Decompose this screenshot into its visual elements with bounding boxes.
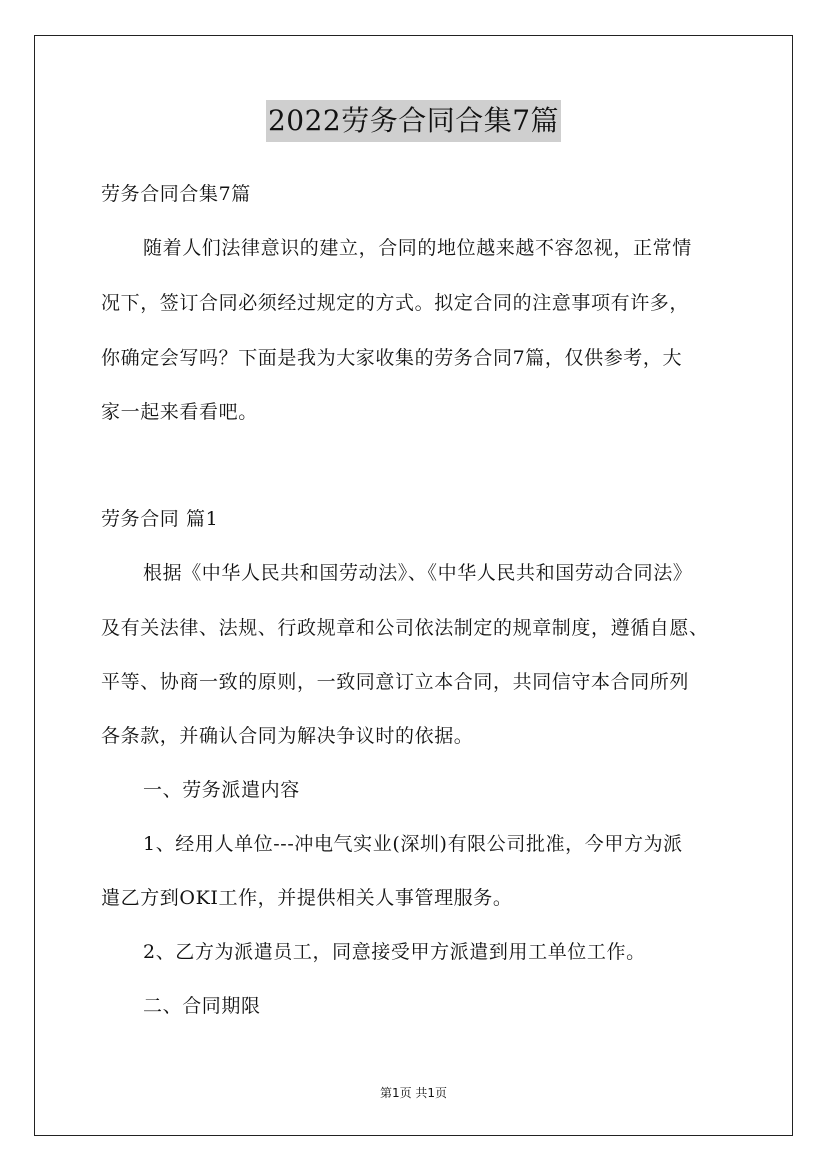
body-line: 根据《中华人民共和国劳动法》、《中华人民共和国劳动合同法》 [143, 562, 693, 584]
body-line: 遣乙方到OKI工作，并提供相关人事管理服务。 [101, 887, 513, 909]
body-line: 1、经用人单位---冲电气实业(深圳)有限公司批准，今甲方为派 [143, 833, 683, 855]
body-line: 平等、协商一致的原则，一致同意订立本合同，共同信守本合同所列 [101, 671, 690, 693]
title-container [0, 100, 827, 142]
body-line: 各条款，并确认合同为解决争议时的依据。 [101, 725, 474, 747]
intro-line: 家一起来看看吧。 [101, 401, 258, 423]
intro-line: 随着人们法律意识的建立，合同的地位越来越不容忽视，正常情 [143, 237, 692, 259]
section-heading: 劳务合同 篇1 [101, 508, 219, 530]
clause-heading: 一、劳务派遣内容 [143, 779, 300, 801]
intro-line: 你确定会写吗？下面是我为大家收集的劳务合同7篇，仅供参考，大 [101, 347, 683, 369]
intro-line: 况下，签订合同必须经过规定的方式。拟定合同的注意事项有许多， [101, 292, 690, 314]
clause-heading: 二、合同期限 [143, 995, 261, 1017]
page-footer: 第1页 共1页 [379, 1086, 448, 1100]
document-title: 2022劳务合同合集7篇 [266, 100, 561, 142]
document-subtitle: 劳务合同合集7篇 [101, 183, 251, 205]
body-line: 及有关法律、法规、行政规章和公司依法制定的规章制度，遵循自愿、 [101, 617, 709, 639]
body-line: 2、乙方为派遣员工，同意接受甲方派遣到用工单位工作。 [143, 941, 646, 963]
